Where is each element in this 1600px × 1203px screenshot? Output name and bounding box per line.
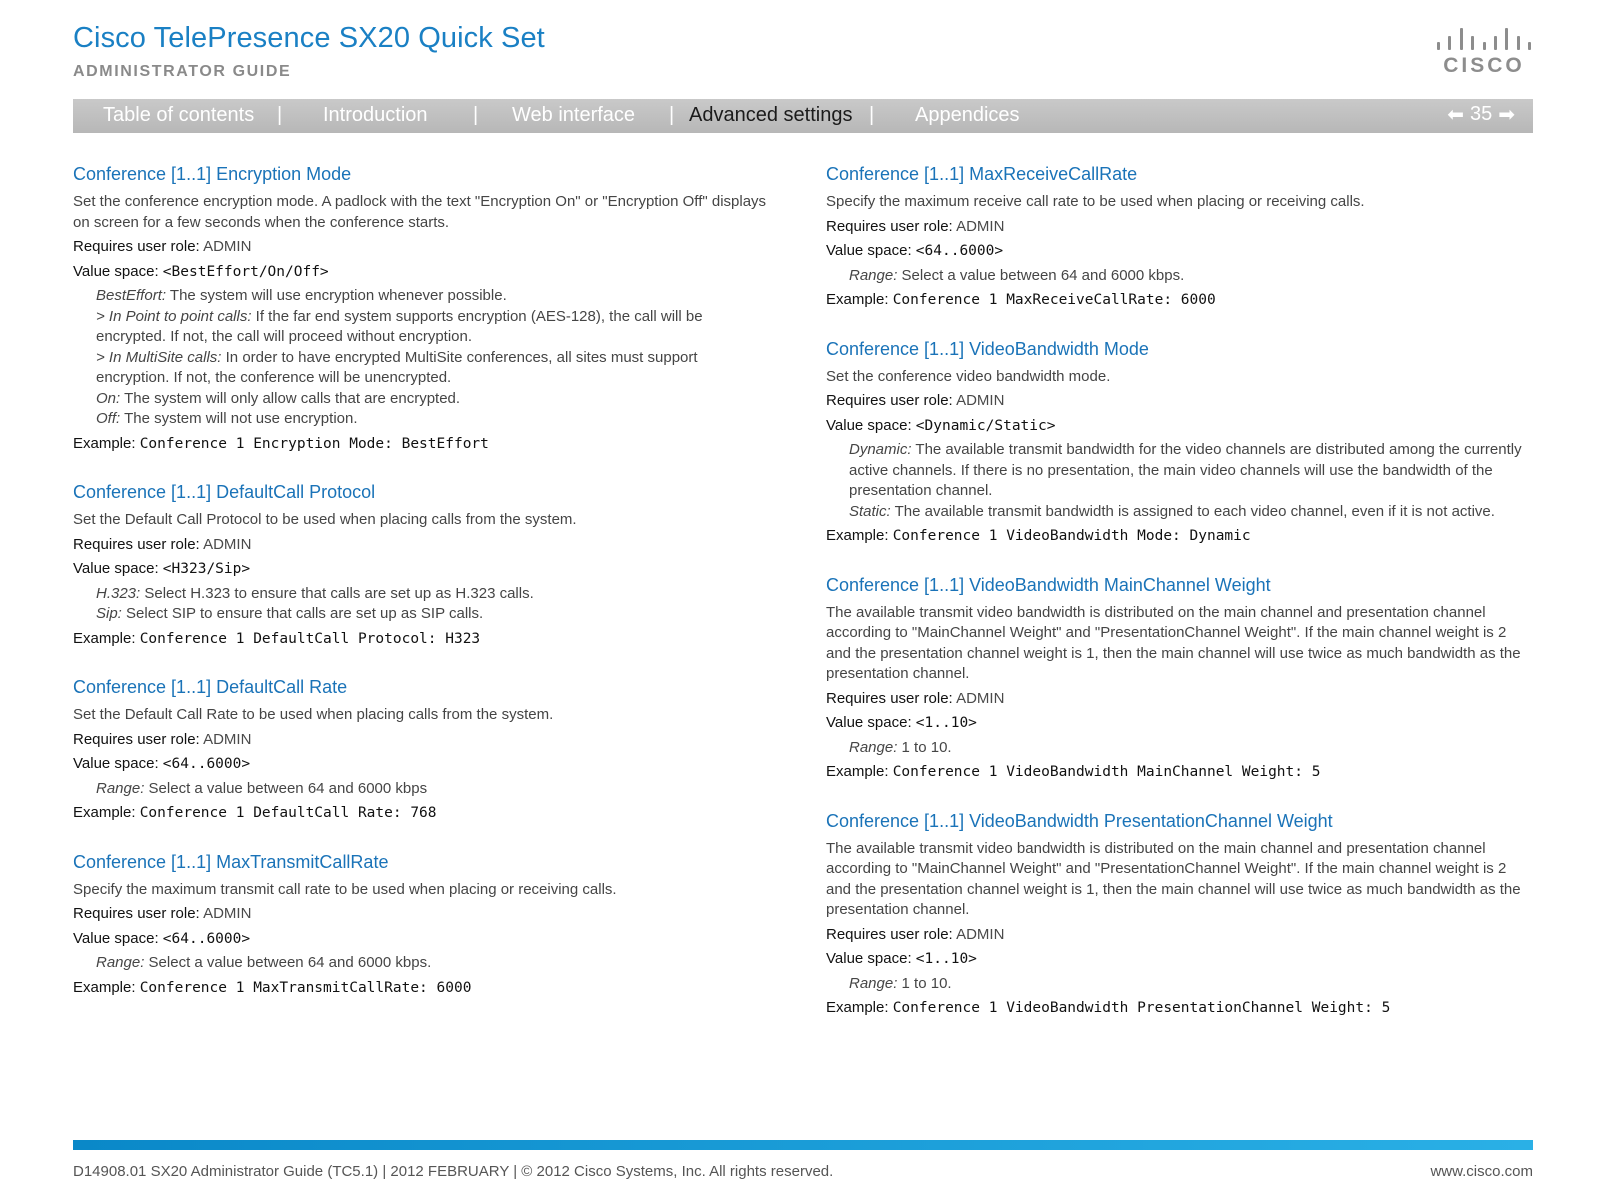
setting-title: Conference [1..1] DefaultCall Rate (73, 677, 348, 697)
option-text: 1 to 10. (897, 974, 952, 992)
tab-table-of-contents[interactable]: Table of contents (103, 104, 255, 126)
value-space-row (73, 754, 773, 775)
option-list (73, 779, 773, 800)
value-space-row (73, 929, 773, 950)
option-item (73, 953, 773, 974)
left-column (73, 162, 773, 1024)
option-item (826, 266, 1526, 287)
user-role-row (73, 535, 773, 556)
navigation-bar (73, 99, 1533, 133)
setting-section (826, 809, 1526, 1019)
example-label: Example: (826, 527, 889, 544)
option-item (73, 286, 773, 307)
example-label: Example: (73, 978, 136, 996)
value-space-value: <1..10> (915, 715, 977, 731)
example-command: Conference 1 MaxTransmitCallRate: 6000 (139, 979, 472, 996)
setting-title: Conference [1..1] DefaultCall Protocol (73, 482, 376, 502)
setting-description: Set the Default Call Rate to be used when placing calls from the system. (73, 706, 554, 723)
footer-website-link[interactable]: www.cisco.com (1430, 1163, 1533, 1180)
user-role-row (73, 730, 773, 751)
option-list (73, 286, 773, 430)
option-list (826, 974, 1526, 995)
example-label: Example: (73, 434, 136, 452)
value-space-label: Value space: (73, 929, 159, 947)
option-text: The system will use encryption whenever possible. (166, 287, 507, 304)
user-role-label: Requires user role: (73, 730, 200, 748)
option-item (73, 779, 773, 800)
setting-section (73, 480, 773, 649)
tab-introduction[interactable]: Introduction (323, 104, 428, 126)
example-label: Example: (73, 629, 136, 647)
option-list (73, 953, 773, 974)
setting-description: The available transmit video bandwidth is distributed on the main channel and presentation channel according to "MainChannel Weight" and "PresentationChannel Weight". If the main channel weight is 2 and the presentation channel weight is 1, then the main channel will use twice as much bandwidth as the presentation channel. (826, 603, 1521, 682)
setting-section (73, 850, 773, 999)
value-space-label: Value space: (826, 416, 912, 434)
option-item (826, 440, 1526, 502)
option-term: Sip: (96, 605, 122, 622)
user-role-value: ADMIN (203, 905, 252, 922)
option-text: The system will only allow calls that are encrypted. (120, 389, 461, 407)
user-role-row (826, 391, 1526, 412)
option-text: Select a value between 64 and 6000 kbps. (897, 266, 1185, 284)
option-term: Off: (96, 410, 121, 427)
option-item (73, 584, 773, 605)
option-text: Select H.323 to ensure that calls are set up as H.323 calls. (140, 584, 534, 602)
user-role-row (73, 904, 773, 925)
arrow-left-icon[interactable]: ⬅ (1447, 104, 1464, 126)
option-text: In order to have encrypted MultiSite conferences, all sites must support encryption. If not, the conference will be unencrypted. (96, 348, 698, 386)
option-term: Dynamic: (849, 441, 912, 458)
cisco-logo-text: CISCO (1443, 54, 1525, 77)
user-role-label: Requires user role: (826, 689, 953, 707)
user-role-value: ADMIN (203, 535, 252, 553)
setting-title: Conference [1..1] Encryption Mode (73, 164, 352, 184)
example-command: Conference 1 DefaultCall Rate: 768 (139, 805, 437, 821)
option-term: Range: (849, 738, 898, 756)
user-role-row (73, 237, 773, 258)
example-row (826, 998, 1526, 1019)
option-term: > In Point to point calls: (96, 307, 252, 325)
example-command: Conference 1 VideoBandwidth MainChannel Weight: 5 (892, 764, 1321, 780)
example-row (73, 978, 773, 999)
tab-web-interface[interactable]: Web interface (512, 104, 636, 126)
option-term: > In MultiSite calls: (96, 348, 222, 366)
tab-advanced-settings[interactable]: Advanced settings (689, 104, 853, 126)
setting-section (73, 675, 773, 824)
setting-title: Conference [1..1] MaxReceiveCallRate (826, 164, 1138, 184)
option-term: Range: (849, 266, 898, 284)
right-column (826, 162, 1526, 1045)
option-term: Static: (849, 502, 891, 520)
option-item (73, 389, 773, 410)
setting-title: Conference [1..1] MaxTransmitCallRate (73, 851, 389, 872)
value-space-label: Value space: (73, 560, 159, 577)
user-role-row (826, 217, 1526, 238)
option-item (73, 409, 773, 430)
option-text: Select a value between 64 and 6000 kbps. (144, 954, 432, 971)
option-text: If the far end system supports encryption (AES-128), the call will be encrypted. If not, the call will proceed without encryption. (96, 307, 703, 345)
option-list (826, 738, 1526, 759)
example-label: Example: (826, 999, 889, 1016)
example-command: Conference 1 MaxReceiveCallRate: 6000 (892, 292, 1216, 308)
example-row (73, 629, 773, 650)
setting-section (826, 337, 1526, 547)
nav-separator: | (869, 104, 875, 126)
value-space-row (73, 559, 773, 580)
value-space-row (826, 241, 1526, 262)
arrow-right-icon[interactable]: ➡ (1498, 104, 1515, 126)
setting-title: Conference [1..1] VideoBandwidth MainChannel Weight (826, 574, 1271, 595)
option-term: Range: (96, 954, 145, 971)
option-text: The available transmit bandwidth is assigned to each video channel, even if it is not active. (890, 502, 1495, 520)
example-row (826, 526, 1526, 547)
user-role-label: Requires user role: (826, 217, 953, 235)
option-list (826, 440, 1526, 522)
option-item (826, 502, 1526, 523)
option-text: The available transmit bandwidth for the video channels are distributed among the currently active channels. If there is no presentation, the main video channels will use the bandwidth of the presentation channel. (849, 441, 1522, 499)
example-command: Conference 1 VideoBandwidth PresentationChannel Weight: 5 (892, 1000, 1391, 1016)
user-role-label: Requires user role: (826, 925, 953, 943)
user-role-value: ADMIN (956, 925, 1005, 943)
user-role-value: ADMIN (203, 238, 252, 255)
setting-section (826, 573, 1526, 783)
example-row (826, 290, 1526, 311)
option-item (73, 604, 773, 625)
page-navigation (1447, 102, 1515, 127)
document-subtitle: ADMINISTRATOR GUIDE (73, 63, 292, 80)
footer-copyright: D14908.01 SX20 Administrator Guide (TC5.1) | 2012 FEBRUARY | © 2012 Cisco Systems, Inc. All rights reserved. (73, 1163, 834, 1180)
value-space-row (826, 713, 1526, 734)
value-space-label: Value space: (73, 262, 159, 280)
page-number: 35 (1469, 103, 1493, 125)
value-space-row (73, 262, 773, 283)
option-text: 1 to 10. (897, 738, 952, 756)
option-term: Range: (849, 974, 898, 992)
user-role-value: ADMIN (203, 730, 252, 748)
example-row (73, 434, 773, 455)
value-space-row (826, 949, 1526, 970)
value-space-value: <1..10> (915, 951, 977, 967)
tab-appendices[interactable]: Appendices (915, 104, 1020, 126)
nav-separator: | (277, 104, 283, 126)
nav-separator: | (473, 104, 479, 126)
value-space-value: <64..6000> (162, 756, 251, 772)
user-role-label: Requires user role: (73, 238, 200, 255)
value-space-value: <BestEffort/On/Off> (162, 263, 329, 280)
value-space-row (826, 416, 1526, 437)
user-role-value: ADMIN (956, 689, 1005, 707)
setting-title: Conference [1..1] VideoBandwidth Mode (826, 338, 1149, 359)
example-command: Conference 1 Encryption Mode: BestEffort (139, 435, 489, 452)
option-term: BestEffort: (96, 287, 167, 304)
setting-description: Set the conference encryption mode. A padlock with the text "Encryption On" or "Encryption Off" displays on screen for a few seconds when the conference starts. (73, 193, 767, 231)
value-space-label: Value space: (73, 755, 159, 772)
user-role-row (826, 925, 1526, 946)
value-space-value: <Dynamic/Static> (915, 417, 1056, 434)
user-role-value: ADMIN (956, 217, 1005, 235)
option-item (73, 307, 773, 348)
cisco-logo (1434, 28, 1534, 84)
value-space-value: <H323/Sip> (162, 561, 251, 577)
example-row (73, 803, 773, 824)
user-role-row (826, 689, 1526, 710)
example-label: Example: (73, 804, 136, 821)
setting-description: Specify the maximum transmit call rate to be used when placing or receiving calls. (73, 880, 617, 898)
nav-separator: | (669, 104, 675, 126)
user-role-label: Requires user role: (73, 535, 200, 553)
setting-description: Specify the maximum receive call rate to be used when placing or receiving calls. (826, 193, 1365, 210)
example-row (826, 762, 1526, 783)
option-item (826, 974, 1526, 995)
option-list (73, 584, 773, 625)
value-space-value: <64..6000> (162, 930, 251, 947)
option-text: Select SIP to ensure that calls are set up as SIP calls. (121, 605, 484, 622)
option-text: Select a value between 64 and 6000 kbps (144, 779, 428, 797)
setting-description: Set the conference video bandwidth mode. (826, 367, 1111, 385)
option-term: Range: (96, 779, 145, 797)
value-space-label: Value space: (826, 242, 912, 259)
user-role-label: Requires user role: (826, 392, 953, 409)
option-term: H.323: (96, 584, 141, 602)
setting-section (73, 162, 773, 454)
value-space-label: Value space: (826, 714, 912, 731)
setting-title: Conference [1..1] VideoBandwidth PresentationChannel Weight (826, 810, 1333, 831)
example-command: Conference 1 DefaultCall Protocol: H323 (139, 630, 481, 647)
option-list (826, 266, 1526, 287)
setting-description: The available transmit video bandwidth is distributed on the main channel and presentation channel according to "MainChannel Weight" and "PresentationChannel Weight". If the main channel weight is 2 and the presentation channel weight is 1, then the main channel will use twice as much bandwidth as the presentation channel. (826, 839, 1521, 918)
user-role-label: Requires user role: (73, 905, 200, 922)
footer-bar (73, 1140, 1533, 1150)
setting-description: Set the Default Call Protocol to be used when placing calls from the system. (73, 511, 577, 528)
option-text: The system will not use encryption. (120, 410, 358, 427)
document-title: Cisco TelePresence SX20 Quick Set (73, 22, 545, 54)
option-item (826, 738, 1526, 759)
value-space-label: Value space: (826, 950, 912, 967)
option-term: On: (96, 389, 121, 407)
setting-section (826, 162, 1526, 311)
option-item (73, 348, 773, 389)
example-label: Example: (826, 763, 889, 780)
example-command: Conference 1 VideoBandwidth Mode: Dynamic (892, 528, 1251, 544)
value-space-value: <64..6000> (915, 243, 1004, 259)
user-role-value: ADMIN (956, 392, 1005, 409)
cisco-bars-icon (1437, 28, 1531, 50)
example-label: Example: (826, 291, 889, 308)
